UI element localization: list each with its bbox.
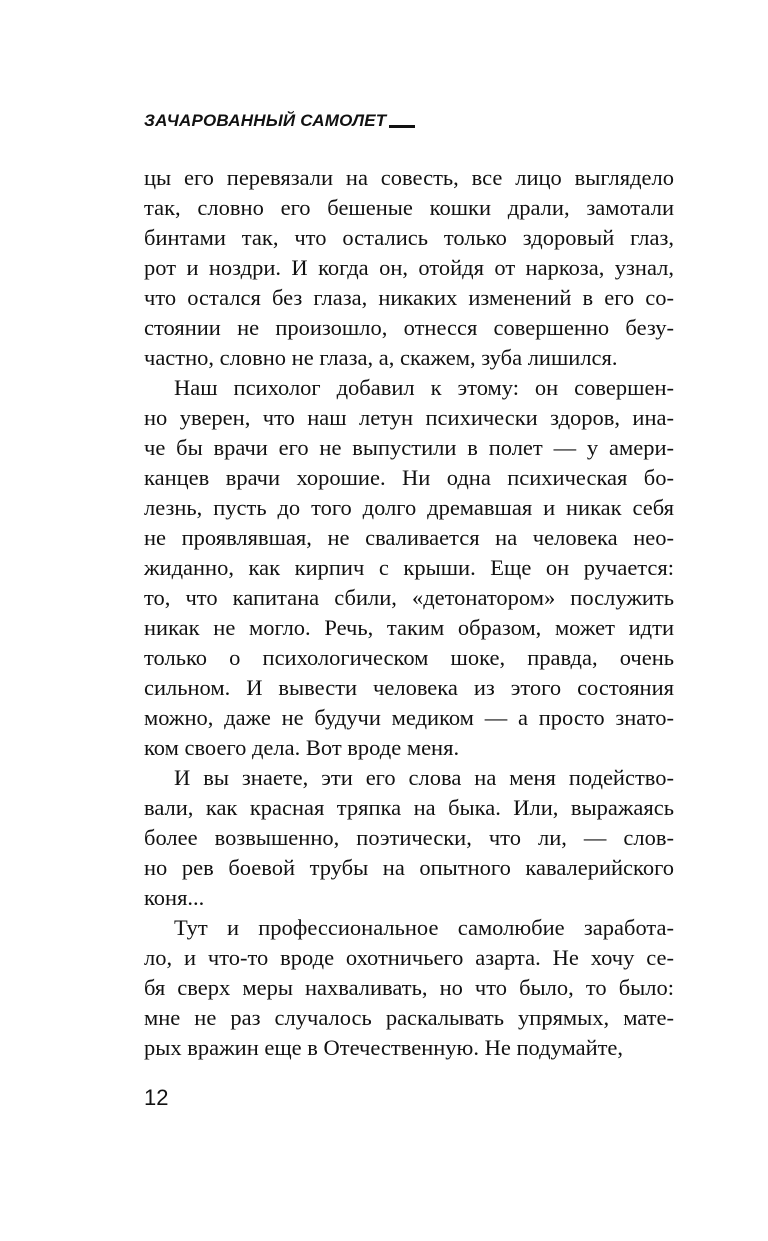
text-line: можно, даже не будучи медиком — а просто знато- <box>144 705 674 730</box>
text-line: че бы врачи его не выпустили в полет — у амери- <box>144 435 674 460</box>
text-line: И вы знаете, эти его слова на меня подейство- <box>174 765 674 790</box>
text-line: рых вражин еще в Отечественную. Не подумайте, <box>144 1035 624 1060</box>
text-line: более возвышенно, поэтически, что ли, — слов- <box>144 825 674 850</box>
paragraph <box>144 913 674 1063</box>
text-line: никак не могло. Речь, таким образом, может идти <box>144 615 674 640</box>
text-line: то, что капитана сбили, «детонатором» послужить <box>144 585 674 610</box>
running-head-title: ЗАЧАРОВАННЫЙ САМОЛЕТ <box>144 111 387 130</box>
text-line: только о психологическом шоке, правда, очень <box>144 645 674 670</box>
text-line: жиданно, как кирпич с крыши. Еще он ручается: <box>144 555 674 580</box>
text-line: вали, как красная тряпка на быка. Или, выражаясь <box>144 795 674 820</box>
paragraph <box>144 763 674 913</box>
text-line: но рев боевой трубы на опытного кавалерийского <box>144 855 674 880</box>
text-line: коня... <box>144 885 205 910</box>
text-line: сильном. И вывести человека из этого состояния <box>144 675 674 700</box>
text-line: но уверен, что наш летун психически здоров, ина- <box>144 405 674 430</box>
text-line: не проявлявшая, не сваливается на человека нео- <box>144 525 674 550</box>
running-head <box>144 112 415 129</box>
text-line: бинтами так, что остались только здоровый глаз, <box>144 225 674 250</box>
text-line: канцев врачи хорошие. Ни одна психическая бо- <box>144 465 674 490</box>
text-line: Тут и профессиональное самолюбие заработа- <box>174 915 674 940</box>
text-line: мне не раз случалось раскалывать упрямых, мате- <box>144 1005 674 1030</box>
text-line: так, словно его бешеные кошки драли, замотали <box>144 195 674 220</box>
text-line: ком своего дела. Вот вроде меня. <box>144 735 460 760</box>
page-number: 12 <box>144 1085 169 1110</box>
paragraph <box>144 163 674 373</box>
text-line: Наш психолог добавил к этому: он совершен- <box>174 375 674 400</box>
text-line: ло, и что-то вроде охотничьего азарта. Не хочу се- <box>144 945 674 970</box>
body-text <box>144 163 674 1063</box>
text-line: цы его перевязали на совесть, все лицо выглядело <box>144 165 674 190</box>
text-line: стоянии не произошло, отнесся совершенно безу- <box>144 315 674 340</box>
paragraph <box>144 373 674 763</box>
running-head-rule <box>389 125 415 128</box>
text-line: что остался без глаза, никаких изменений в его со- <box>144 285 674 310</box>
text-line: рот и ноздри. И когда он, отойдя от наркоза, узнал, <box>144 255 674 280</box>
text-line: лезнь, пусть до того долго дремавшая и никак себя <box>144 495 674 520</box>
text-line: частно, словно не глаза, а, скажем, зуба лишился. <box>144 345 618 370</box>
text-line: бя сверх меры нахваливать, но что было, то было: <box>144 975 674 1000</box>
